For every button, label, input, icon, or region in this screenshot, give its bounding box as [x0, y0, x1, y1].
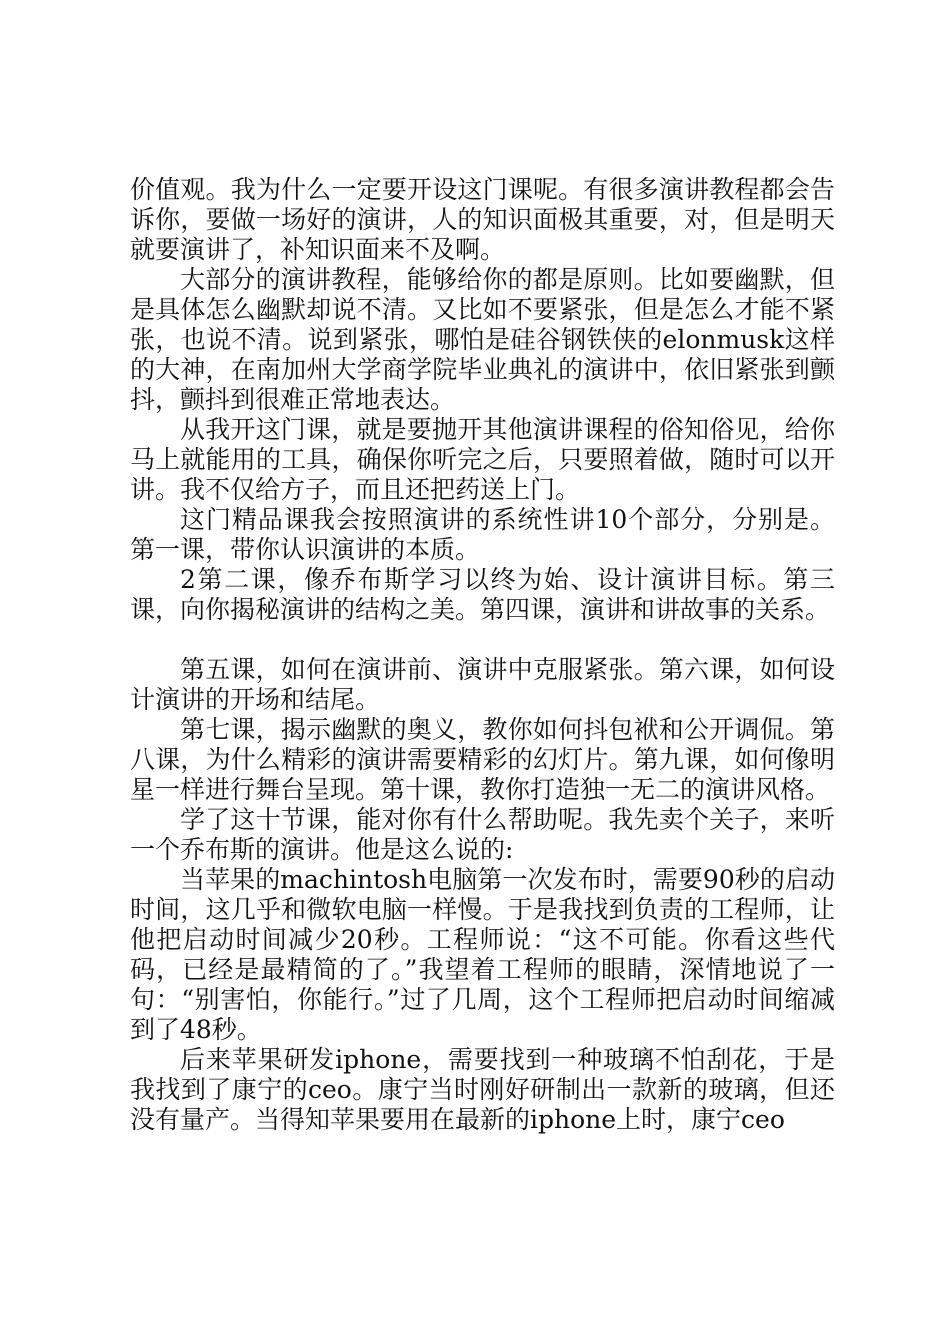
paragraph-7: 第七课，揭示幽默的奥义，教你如何抖包袱和公开调侃。第八课，为什么精彩的演讲需要精彩的幻灯片。第九课，如何像明星一样进行舞台呈现。第十课，教你打造独一无二的演讲风格。 [130, 715, 835, 804]
paragraph-9: 当苹果的machintosh电脑第一次发布时，需要90秒的启动时间，这几乎和微软电脑一样慢。于是我找到负责的工程师，让他把启动时间减少20秒。工程师说：“这不可能。你看这些代码，已经是最精简的了。”我望着工程师的眼睛，深情地说了一句：“别害怕，你能行。”过了几周，这个工程师把启动时间缩减到了48秒。 [130, 865, 835, 1044]
document-body [130, 175, 835, 1135]
paragraph-10: 后来苹果研发iphone，需要找到一种玻璃不怕刮花，于是我找到了康宁的ceo。康宁当时刚好研制出一款新的玻璃，但还没有量产。当得知苹果要用在最新的iphone上时，康宁ceo [130, 1045, 835, 1134]
paragraph-6: 第五课，如何在演讲前、演讲中克服紧张。第六课，如何设计演讲的开场和结尾。 [130, 655, 835, 714]
paragraph-3: 从我开这门课，就是要抛开其他演讲课程的俗知俗见，给你马上就能用的工具，确保你听完之后，只要照着做，随时可以开讲。我不仅给方子，而且还把药送上门。 [130, 415, 835, 504]
paragraph-8: 学了这十节课，能对你有什么帮助呢。我先卖个关子，来听一个乔布斯的演讲。他是这么说的: [130, 805, 835, 864]
paragraph-2: 大部分的演讲教程，能够给你的都是原则。比如要幽默，但是具体怎么幽默却说不清。又比如不要紧张，但是怎么才能不紧张，也说不清。说到紧张，哪怕是硅谷钢铁侠的elonmusk这样的大神，在南加州大学商学院毕业典礼的演讲中，依旧紧张到颤抖，颤抖到很难正常地表达。 [130, 265, 835, 414]
paragraph-1: 价值观。我为什么一定要开设这门课呢。有很多演讲教程都会告诉你，要做一场好的演讲，人的知识面极其重要，对，但是明天就要演讲了，补知识面来不及啊。 [130, 175, 835, 264]
paragraph-5: 2第二课，像乔布斯学习以终为始、设计演讲目标。第三课，向你揭秘演讲的结构之美。第四课，演讲和讲故事的关系。 [130, 565, 835, 624]
paragraph-4: 这门精品课我会按照演讲的系统性讲10个部分，分别是。第一课，带你认识演讲的本质。 [130, 505, 835, 564]
blank-line [130, 625, 835, 655]
